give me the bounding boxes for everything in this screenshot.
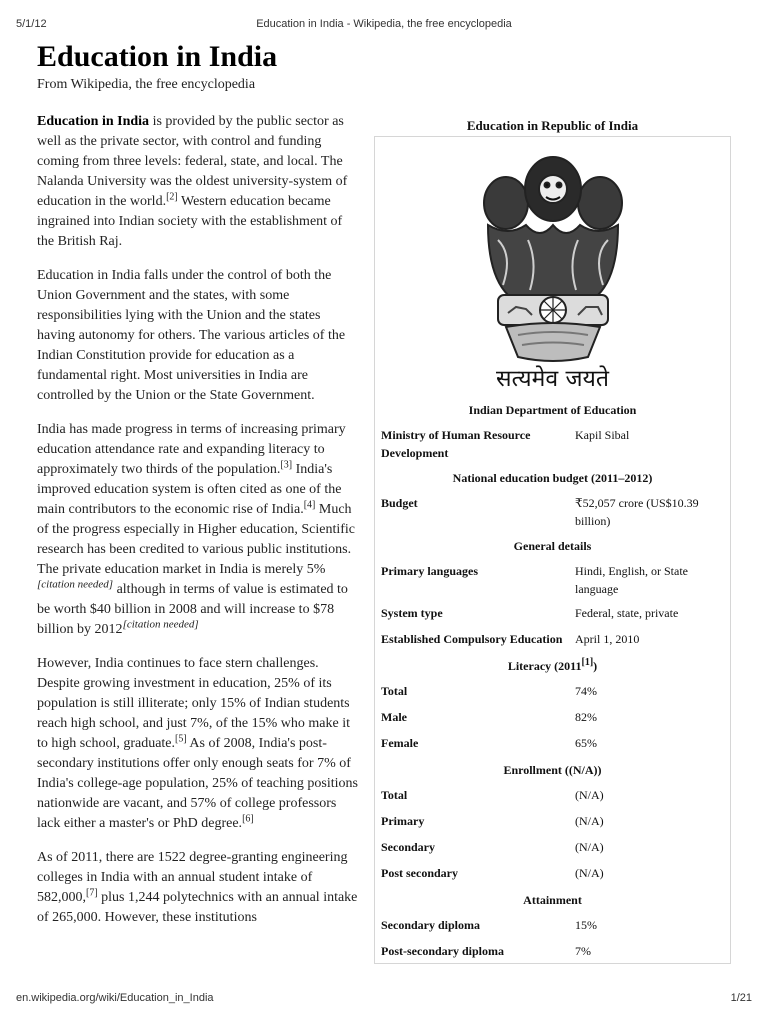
reference-link[interactable]: [4] [303,499,316,511]
paragraph-text: plus 1,244 polytechnics with an annual intake of 265,000. However, these institutions [37,890,358,925]
paragraph-text: Western education became ingrained into Indian society with the establishment of the British Raj. [37,194,343,249]
row-value: 7% [575,944,591,958]
citation-needed-link[interactable]: [citation needed] [122,618,199,631]
paragraph-intro [37,112,360,252]
paragraph-text: although in terms of value is estimated to be worth $40 billion in 2008 and will increase to $78 billion by 2012 [37,582,348,637]
paragraph-text: India has made progress in terms of increasing primary education attendance rate and expanding literacy to approximately two thirds of the population. [37,422,346,477]
row-label: Post-secondary diploma [381,944,504,958]
row-label: Secondary [381,840,435,854]
reference-link[interactable]: [1] [581,657,594,668]
paragraph-text: is provided by the public sector as well as the private sector, with control and funding coming from three levels: federal, state, and local. The Nalanda University was the oldest university-system of education in the world. [37,114,348,209]
paragraph-challenges [37,654,360,834]
paragraph-progress [37,420,360,640]
print-header [0,18,768,32]
section-header: Enrollment ((N/A)) [503,763,602,777]
reference-link[interactable]: [3] [280,459,293,471]
row-value: Federal, state, private [575,606,679,620]
subject-bold: Education in India [37,114,150,129]
row-label: Post secondary [381,866,458,880]
infobox-caption: Education in Republic of India [466,118,639,133]
row-label: Male [381,710,407,724]
row-value: (N/A) [575,840,604,854]
row-value: 82% [575,710,597,724]
table-row [375,809,730,835]
table-row [375,939,730,964]
reference-link[interactable]: [7] [86,887,98,899]
row-label: Secondary diploma [381,918,481,932]
row-value: (N/A) [575,788,604,802]
section-header: National education budget (2011–2012) [452,471,653,485]
row-value: (N/A) [575,814,604,828]
row-value: Hindi, English, or State language [575,564,688,596]
table-row [375,913,730,939]
national-motto: सत्यमेव जयते [496,366,609,392]
citation-needed-link[interactable]: [citation needed] [37,578,114,591]
table-row [375,861,730,887]
table-row [375,783,730,809]
paragraph-colleges [37,848,360,928]
paragraph-text: As of 2011, there are 1522 degree-granting engineering colleges in India with an annual student intake of 582,000, [37,850,348,905]
row-value: (N/A) [575,866,604,880]
paragraph-text: However, India continues to face stern challenges. Despite growing investment in education, 25% of its population is still illiterate; only 15% of Indian students reach high school, and just 7%, of the 15% who make it to high school, graduate. [37,656,350,751]
infobox [374,116,731,964]
table-row [375,679,730,705]
paragraph-text: India's improved education system is often cited as one of the main contributors to the economic rise of India. [37,462,342,517]
reference-link[interactable]: [2] [166,191,178,203]
print-footer [0,992,768,1006]
paragraph-text: Much of the progress especially in Higher education, Scientific research has been credited to various public institutions. The private education market in India is merely 5% [37,502,356,577]
print-page-title: Education in India - Wikipedia, the free encyclopedia [256,18,512,30]
section-header-text: ) [593,659,598,673]
paragraph-governance: Education in India falls under the control of both the Union Government and the states, with some responsibilities lying with the Union and the states having autonomy for others. The various articles of the Indian Constitution provide for education as a fundamental right. Most universities in India are controlled by the Union or the State Government. [37,268,346,403]
reference-link[interactable]: [5] [175,733,187,745]
row-value-link[interactable]: Kapil Sibal [575,428,630,442]
print-date: 5/1/12 [16,18,47,30]
row-label: Budget [381,496,418,510]
row-label: System type [381,606,443,620]
row-label: Total [381,788,408,802]
row-label: Total [381,684,408,698]
section-header: Attainment [523,893,582,907]
row-value: 15% [575,918,597,932]
row-value: 65% [575,736,597,750]
table-row [375,601,730,627]
row-value: ₹52,057 crore (US$10.39 billion) [575,496,699,528]
table-row [375,627,730,653]
page-number: 1/21 [730,992,752,1004]
state-emblem-of-india-icon [468,145,638,363]
table-row [375,559,730,601]
article-title: Education in India [37,40,278,73]
section-header [375,653,730,679]
table-row [375,705,730,731]
infobox-frame [374,136,731,964]
paragraph-text: As of 2008, India's post-secondary institutions offer only enough seats for 7% of India's college-age population, 25% of teaching positions nationwide are vacant, and 57% of college professors lack either a master's or PhD degree. [37,736,358,831]
row-label: Female [381,736,419,750]
section-header-text: Literacy (2011 [507,659,582,673]
page-url: en.wikipedia.org/wiki/Education_in_India [16,992,214,1004]
section-header: General details [513,539,592,553]
reference-link[interactable]: [6] [242,813,254,825]
table-row [375,491,730,533]
table-row [375,835,730,861]
table-row [375,731,730,757]
row-value: 74% [575,684,597,698]
infobox-table [375,397,730,964]
row-label: Primary [381,814,425,828]
row-label: Primary languages [381,564,478,578]
row-label: Established Compulsory Education [381,632,563,646]
table-row [375,423,730,465]
section-header: Indian Department of Education [468,403,637,417]
row-label: Ministry of Human Resource Development [381,428,531,460]
article-body [37,112,360,982]
site-tagline: From Wikipedia, the free encyclopedia [37,77,256,92]
row-value: April 1, 2010 [575,632,640,646]
